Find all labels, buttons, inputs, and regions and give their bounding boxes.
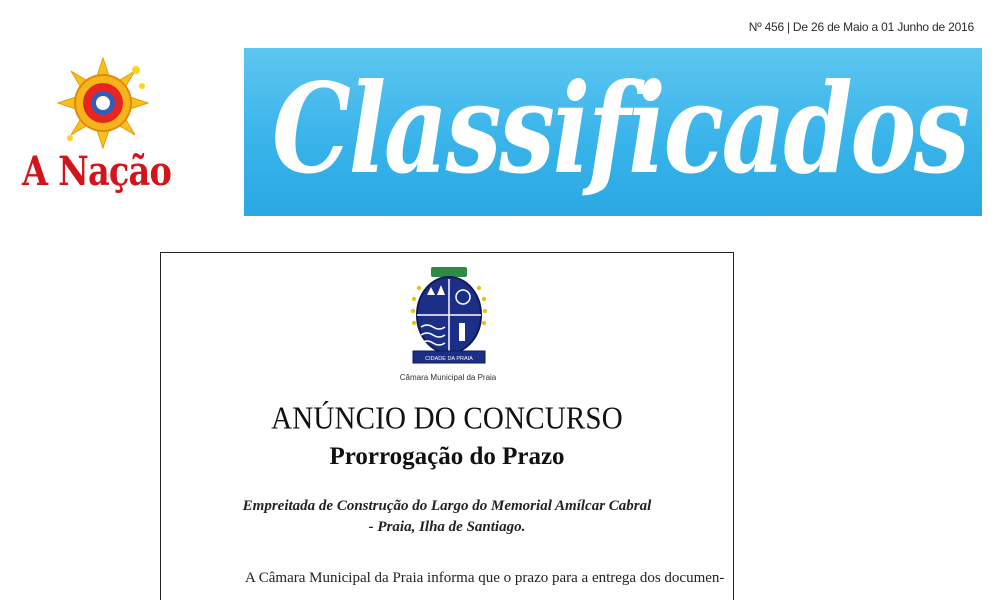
emblem-banner-text: CIDADE DA PRAIA bbox=[425, 356, 473, 362]
sun-logo-icon bbox=[56, 56, 150, 150]
issue-separator: | bbox=[787, 20, 790, 34]
municipal-emblem-icon bbox=[405, 265, 493, 371]
project-line-2: - Praia, Ilha de Santiago. bbox=[368, 519, 526, 535]
issue-number: Nº 456 bbox=[748, 20, 784, 34]
notice-body-text: A Câmara Municipal da Praia informa que o prazo para a entrega dos documen- bbox=[245, 570, 725, 586]
notice-title: ANÚNCIO DO CONCURSO bbox=[271, 401, 623, 437]
brand-name: A Nação bbox=[22, 148, 172, 195]
notice-box bbox=[160, 252, 734, 600]
issue-info bbox=[749, 20, 974, 34]
project-line-1: Empreitada de Construção do Largo do Memorial Amílcar Cabral bbox=[242, 498, 652, 514]
notice-subtitle: Prorrogação do Prazo bbox=[329, 443, 565, 470]
issue-dates: De 26 de Maio a 01 Junho de 2016 bbox=[792, 20, 974, 34]
emblem-caption: Câmara Municipal da Praia bbox=[399, 373, 497, 382]
section-title: Classificados bbox=[272, 57, 968, 202]
project-description bbox=[161, 496, 733, 538]
